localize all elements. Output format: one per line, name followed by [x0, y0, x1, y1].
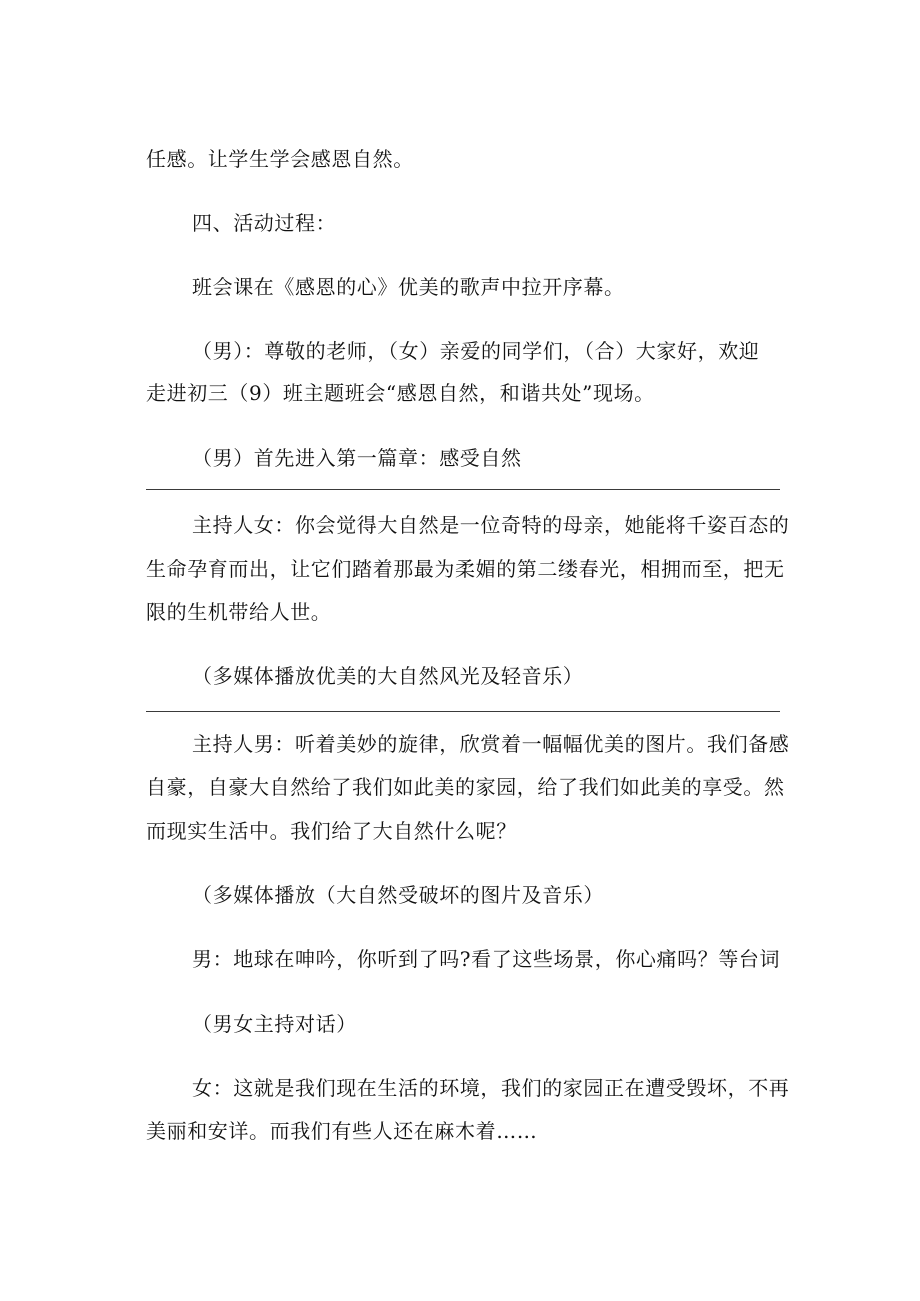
text-line: （男）首先进入第一篇章：感受自然 [192, 446, 522, 470]
text-line: （多媒体播放优美的大自然风光及轻音乐） [192, 664, 584, 688]
text-line: 走进初三（9）班主题班会“感恩自然，和谐共处”现场。 [146, 381, 655, 405]
text-line: 生命孕育而出，让它们踏着那最为柔媚的第二缕春光，相拥而至，把无 [146, 557, 785, 581]
text-line: 而现实生活中。我们给了大自然什么呢？ [146, 819, 517, 843]
text-line: 男：地球在呻吟，你听到了吗?看了这些场景，你心痛吗？等台词 [192, 947, 781, 971]
text-line: （男）：尊敬的老师，（女）亲爱的同学们，（合）大家好，欢迎 [192, 339, 760, 363]
horizontal-rule [146, 711, 780, 712]
text-line: 美丽和安详。而我们有些人还在麻木着…… [146, 1119, 538, 1143]
text-line: （男女主持对话） [192, 1012, 357, 1036]
text-line: （多媒体播放（大自然受破坏的图片及音乐） [192, 883, 604, 907]
text-line: 任感。让学生学会感恩自然。 [146, 147, 414, 171]
text-line: 女：这就是我们现在生活的环境，我们的家园正在遭受毁坏，不再 [192, 1076, 790, 1100]
text-line: 限的生机带给人世。 [146, 600, 332, 624]
text-line: 班会课在《感恩的心》优美的歌声中拉开序幕。 [192, 275, 625, 299]
text-line: 主持人男：听着美妙的旋律，欣赏着一幅幅优美的图片。我们备感 [192, 732, 790, 756]
section-heading: 四、活动过程： [192, 211, 337, 235]
text-line: 主持人女：你会觉得大自然是一位奇特的母亲，她能将千姿百态的 [192, 513, 790, 537]
horizontal-rule [146, 489, 780, 490]
text-line: 自豪，自豪大自然给了我们如此美的家园，给了我们如此美的享受。然 [146, 775, 785, 799]
